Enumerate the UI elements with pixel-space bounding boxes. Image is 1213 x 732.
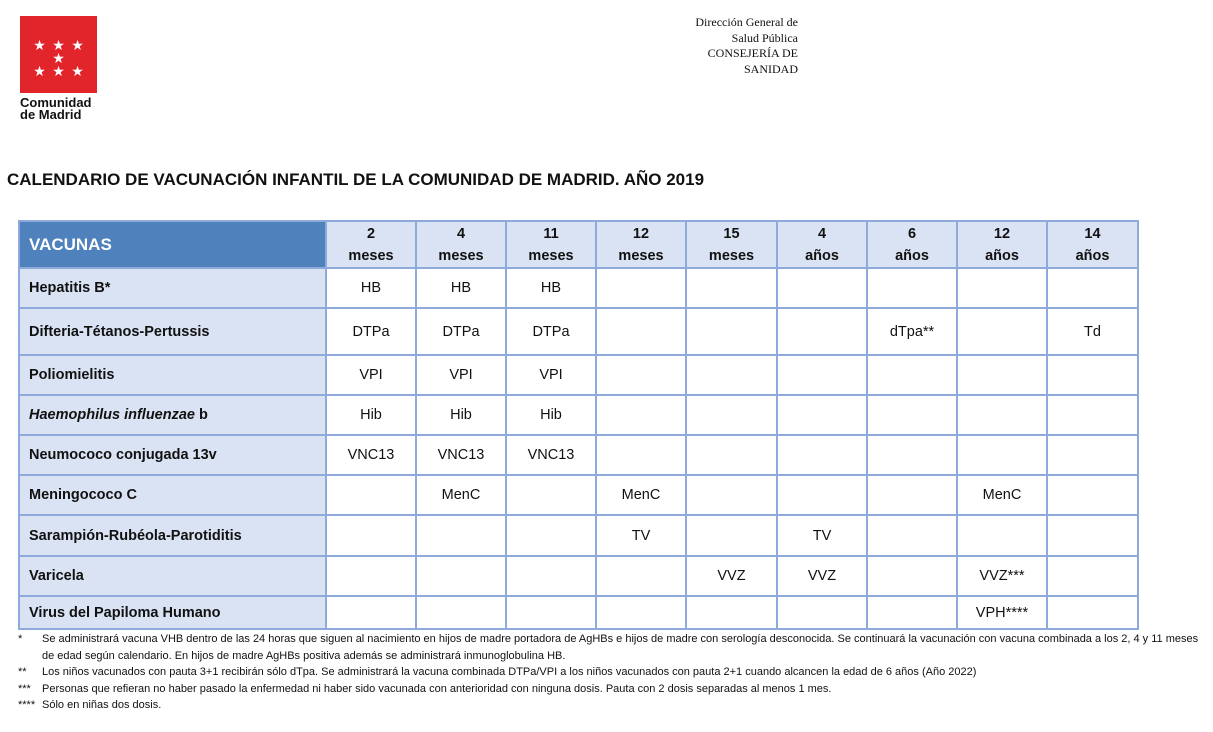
footnote-text: Se administrará vacuna VHB dentro de las 24 horas que siguen al nacimiento en hijos de madre portadora de AgHBs e hijos de madre con serología desconocida. Se continuará la vacunación con vacuna combinada a los 2, 4 y 11 meses de edad según calendario. En hijos de madre AgHBs positiva además se administrará inmunoglobulina HB. — [42, 633, 1199, 662]
dose-cell — [957, 395, 1047, 435]
dose-cell: TV — [777, 515, 867, 556]
dose-cell — [867, 515, 957, 556]
age-unit: años — [985, 247, 1019, 264]
dose-cell — [1047, 355, 1138, 395]
dose-cell — [416, 596, 506, 629]
footnote — [18, 681, 1203, 698]
department-header — [640, 15, 798, 77]
dose-cell: DTPa — [506, 308, 596, 355]
dose-cell — [596, 435, 686, 475]
dose-cell: VPI — [416, 355, 506, 395]
dose-cell — [957, 268, 1047, 308]
age-header — [1047, 221, 1138, 268]
age-header — [867, 221, 957, 268]
dose-cell: Hib — [506, 395, 596, 435]
dose-cell — [506, 475, 596, 515]
dose-cell: VNC13 — [416, 435, 506, 475]
table-row — [19, 308, 1138, 355]
dept-line: Salud Pública — [731, 30, 798, 45]
dose-cell — [596, 355, 686, 395]
dose-cell — [686, 435, 777, 475]
age-header — [416, 221, 506, 268]
dose-cell — [686, 515, 777, 556]
age-header — [957, 221, 1047, 268]
footnote-mark: *** — [18, 682, 31, 695]
dose-cell — [506, 556, 596, 596]
dose-cell: HB — [416, 268, 506, 308]
dose-cell: VVZ*** — [957, 556, 1047, 596]
dose-cell — [777, 308, 867, 355]
vaccine-name: Meningococo C — [19, 475, 326, 515]
age-unit: meses — [708, 247, 755, 264]
dose-cell — [777, 395, 867, 435]
dose-cell — [1047, 435, 1138, 475]
page-title: CALENDARIO DE VACUNACIÓN INFANTIL DE LA COMUNIDAD DE MADRID. AÑO 2019 — [7, 170, 705, 189]
table-row — [19, 475, 1138, 515]
dose-cell — [326, 556, 416, 596]
dose-cell — [686, 596, 777, 629]
dose-cell — [506, 515, 596, 556]
age-unit: meses — [438, 247, 484, 264]
age-number: 12 — [632, 225, 650, 242]
dose-cell — [686, 395, 777, 435]
age-header — [596, 221, 686, 268]
dose-cell — [867, 395, 957, 435]
dose-cell: dTpa** — [867, 308, 957, 355]
age-header — [777, 221, 867, 268]
footnotes — [18, 631, 1203, 714]
dose-cell: VNC13 — [506, 435, 596, 475]
vaccine-name-italic: Haemophilus influenzae — [29, 407, 195, 423]
age-number: 4 — [817, 225, 827, 242]
dose-cell — [1047, 395, 1138, 435]
vaccine-name: Poliomielitis — [19, 355, 326, 395]
vaccine-name-suffix: b — [194, 407, 208, 423]
table-row — [19, 355, 1138, 395]
vaccine-name: Varicela — [19, 556, 326, 596]
age-number: 15 — [723, 225, 740, 242]
vaccine-name: Hepatitis B* — [19, 268, 326, 308]
dose-cell — [957, 515, 1047, 556]
dose-cell — [957, 308, 1047, 355]
dose-cell — [1047, 556, 1138, 596]
dose-cell: VPI — [326, 355, 416, 395]
dose-cell: MenC — [957, 475, 1047, 515]
age-number: 14 — [1084, 225, 1101, 242]
footnote-mark: **** — [18, 699, 36, 711]
dose-cell: DTPa — [416, 308, 506, 355]
footnote — [18, 631, 1203, 664]
footnote-text: Personas que refieran no haber pasado la enfermedad ni haber sido vacunada con anterioridad con ninguna dosis. Pauta con 2 dosis separadas al menos 1 mes. — [42, 682, 832, 695]
comunidad-de-madrid-logo — [20, 16, 98, 121]
dose-cell: Hib — [416, 395, 506, 435]
dose-cell — [596, 556, 686, 596]
dose-cell: Td — [1047, 308, 1138, 355]
age-header — [326, 221, 416, 268]
vaccine-name: Sarampión-Rubéola-Parotiditis — [19, 515, 326, 556]
age-number: 11 — [543, 225, 559, 242]
age-number: 6 — [907, 225, 917, 242]
age-number: 2 — [366, 225, 376, 242]
footnote — [18, 664, 1203, 681]
dose-cell — [867, 475, 957, 515]
dose-cell: TV — [596, 515, 686, 556]
age-unit: meses — [618, 247, 664, 264]
dose-cell — [686, 475, 777, 515]
dose-cell — [326, 596, 416, 629]
logo-name — [20, 97, 98, 121]
dose-cell: DTPa — [326, 308, 416, 355]
age-header — [506, 221, 596, 268]
age-unit: años — [805, 247, 839, 264]
dose-cell — [596, 596, 686, 629]
dose-cell — [777, 268, 867, 308]
dose-cell: HB — [326, 268, 416, 308]
dose-cell — [326, 515, 416, 556]
table-row — [19, 268, 1138, 308]
dose-cell — [416, 515, 506, 556]
dose-cell — [957, 355, 1047, 395]
vaccine-name: Neumococo conjugada 13v — [19, 435, 326, 475]
table-header-row — [19, 221, 1138, 268]
footnote-mark: ** — [18, 666, 27, 678]
dose-cell: HB — [506, 268, 596, 308]
age-header — [686, 221, 777, 268]
vaccine-name — [19, 395, 326, 435]
dose-cell: VPI — [506, 355, 596, 395]
dose-cell: MenC — [416, 475, 506, 515]
dose-cell: VVZ — [686, 556, 777, 596]
vaccines-header: VACUNAS — [19, 221, 326, 268]
dose-cell — [1047, 268, 1138, 308]
vaccine-name: Difteria-Tétanos-Pertussis — [19, 308, 326, 355]
dose-cell — [1047, 515, 1138, 556]
table-row — [19, 596, 1138, 629]
dose-cell: VPH**** — [957, 596, 1047, 629]
dose-cell — [867, 355, 957, 395]
dose-cell — [1047, 596, 1138, 629]
footnote-text: Sólo en niñas dos dosis. — [42, 699, 162, 711]
age-unit: meses — [348, 247, 394, 264]
dept-line: CONSEJERÍA DE — [707, 46, 798, 60]
dose-cell — [777, 596, 867, 629]
dose-cell — [416, 556, 506, 596]
dose-cell: Hib — [326, 395, 416, 435]
dose-cell — [326, 475, 416, 515]
dose-cell — [777, 435, 867, 475]
dose-cell — [777, 475, 867, 515]
dose-cell — [596, 268, 686, 308]
dose-cell: MenC — [596, 475, 686, 515]
dose-cell — [867, 268, 957, 308]
dose-cell — [867, 435, 957, 475]
age-unit: meses — [528, 247, 574, 264]
logo-name-line1: Comunidad — [20, 95, 92, 110]
dose-cell: VNC13 — [326, 435, 416, 475]
footnote — [18, 697, 1203, 714]
age-number: 4 — [456, 225, 466, 242]
table-row — [19, 556, 1138, 596]
dose-cell — [686, 355, 777, 395]
dose-cell — [686, 308, 777, 355]
dose-cell — [596, 308, 686, 355]
table-row — [19, 435, 1138, 475]
dose-cell: VVZ — [777, 556, 867, 596]
age-unit: años — [895, 247, 929, 264]
dose-cell — [1047, 475, 1138, 515]
dept-line: Dirección General de — [695, 15, 798, 29]
age-unit: años — [1075, 247, 1110, 264]
dose-cell — [777, 355, 867, 395]
age-number: 12 — [993, 225, 1011, 242]
footnote-mark: * — [18, 633, 23, 645]
dept-line: SANIDAD — [744, 61, 798, 76]
vaccine-name: Virus del Papiloma Humano — [19, 596, 326, 629]
dose-cell — [867, 596, 957, 629]
logo-flag — [20, 16, 97, 93]
dose-cell — [957, 435, 1047, 475]
dose-cell — [596, 395, 686, 435]
stars-icon: ★ ★ ★ ★ ★ ★ ★ — [33, 38, 85, 80]
logo-name-line2: de Madrid — [20, 107, 82, 122]
footnote-text: Los niños vacunados con pauta 3+1 recibirán sólo dTpa. Se administrará la vacuna combinada DTPa/VPI a los niños vacunados con pauta 2+1 cuando alcancen la edad de 6 años (Año 2022) — [42, 666, 977, 678]
dose-cell — [686, 268, 777, 308]
dose-cell — [506, 596, 596, 629]
vaccination-calendar-table — [18, 220, 1139, 630]
dose-cell — [867, 556, 957, 596]
table-row — [19, 395, 1138, 435]
table-row — [19, 515, 1138, 556]
